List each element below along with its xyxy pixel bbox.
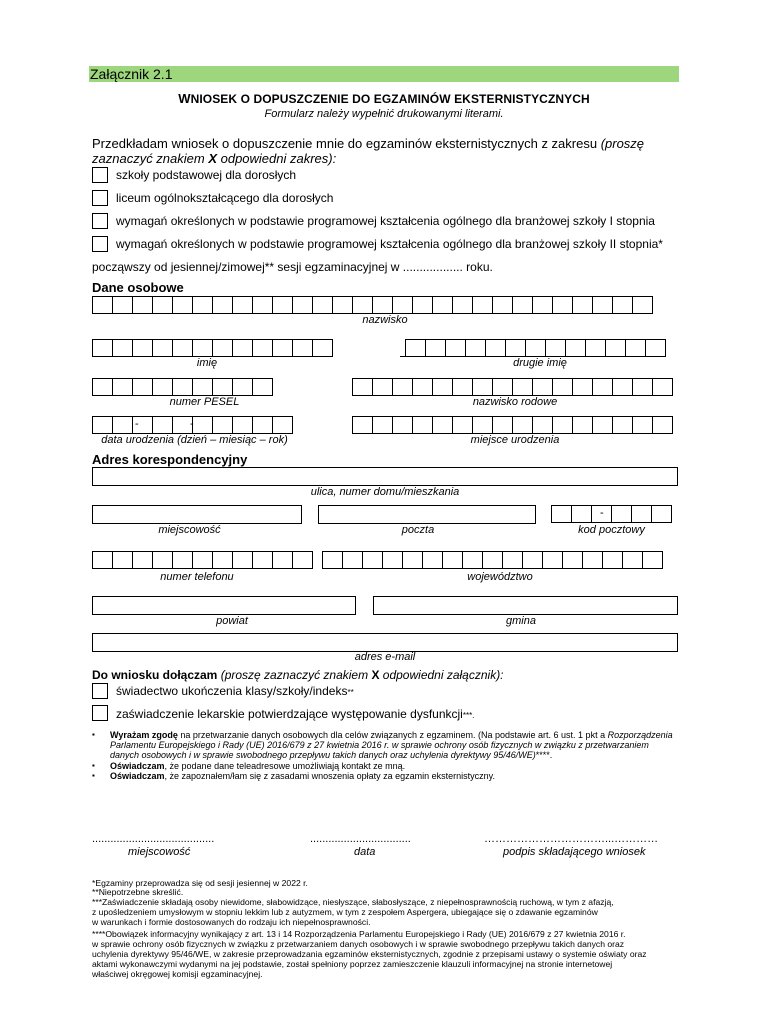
letter-cell[interactable] (172, 551, 193, 569)
letter-cell[interactable] (532, 416, 553, 434)
attachment-mark-2: ***. (462, 711, 475, 720)
letter-cell[interactable] (152, 551, 173, 569)
scope-checkbox-2[interactable] (92, 190, 108, 206)
letter-cell[interactable] (651, 505, 672, 523)
scope-option-1: szkoły podstawowej dla dorosłych (116, 168, 297, 182)
letter-cell[interactable] (432, 378, 453, 396)
letter-cell[interactable] (342, 551, 363, 569)
letter-cell[interactable] (212, 296, 233, 314)
footnote-3-line-1: ***Zaświadczenie składają osoby niewidome, słabowidzące, niesłyszące, słabosłyszące, z niepełnosprawnością ruchową, w tym z afazją, (92, 897, 614, 907)
intro-hint-3: odpowiedni zakres): (217, 151, 337, 166)
commune-caption: gmina (506, 615, 536, 627)
footnote-2: **Niepotrzebne skreślić. (92, 887, 184, 897)
signature-city-caption: miejscowość (128, 846, 191, 858)
attachments-heading-bold: Do wniosku dołączam (92, 668, 221, 682)
letter-cell[interactable] (172, 296, 193, 314)
attachment-option-1 (116, 684, 354, 698)
birth-place-caption: miejsce urodzenia (470, 434, 560, 446)
letter-cell[interactable] (432, 416, 453, 434)
letter-cell[interactable] (422, 551, 443, 569)
phone-caption: numer telefonu (160, 571, 234, 583)
letter-cell[interactable] (372, 416, 393, 434)
street-field[interactable] (92, 467, 678, 486)
voivodeship-caption: województwo (467, 571, 533, 583)
letter-cell[interactable] (432, 296, 453, 314)
letter-cell[interactable] (92, 339, 113, 357)
letter-cell[interactable] (112, 378, 133, 396)
letter-cell[interactable] (92, 551, 113, 569)
post-field[interactable] (318, 505, 536, 524)
letter-cell[interactable] (642, 551, 663, 569)
letter-cell[interactable] (112, 339, 133, 357)
letter-cell[interactable] (522, 551, 543, 569)
attachment-checkbox-1[interactable] (92, 683, 108, 699)
second-name-caption: drugie imię (513, 357, 567, 369)
consent-2-text (110, 761, 680, 771)
letter-cell[interactable] (372, 296, 393, 314)
letter-cell[interactable] (112, 416, 133, 434)
letter-cell[interactable] (565, 339, 586, 357)
letter-cell[interactable] (172, 339, 193, 357)
letter-cell[interactable] (232, 296, 253, 314)
address-section-title: Adres korespondencyjny (92, 452, 248, 467)
consent-1-body: na przetwarzanie danych osobowych dla celów związanych z egzaminem. (Na podstawie art. 6 ust. 1 pkt a (177, 730, 608, 740)
birth-date-dash-2: - (190, 418, 194, 430)
attachment-label-1: świadectwo ukończenia klasy/szkoły/indeks (116, 684, 348, 698)
signature-dots-city: ........................................ (92, 833, 215, 845)
letter-cell[interactable] (132, 551, 153, 569)
letter-cell[interactable] (132, 296, 153, 314)
annex-header: Załącznik 2.1 (89, 66, 679, 82)
letter-cell[interactable] (632, 378, 653, 396)
letter-cell[interactable] (512, 378, 533, 396)
scope-checkbox-4[interactable] (92, 236, 108, 252)
consent-2-body: , że podane dane teleadresowe umożliwiają kontakt ze mną. (164, 761, 406, 771)
attachments-heading (92, 668, 504, 682)
attachments-x: X (371, 668, 380, 682)
letter-cell[interactable] (602, 551, 623, 569)
footnote-4-line-2: w sprawie ochrony osób fizycznych w związku z przetwarzaniem danych osobowych i w sprawie swobodnego przepływu takich danych oraz (92, 939, 625, 949)
first-name-grid[interactable] (92, 339, 333, 357)
intro-line-2 (92, 151, 336, 166)
letter-cell[interactable] (322, 551, 343, 569)
scope-option-3: wymagań określonych w podstawie programowej kształcenia ogólnego dla branżowej szkoły I stopnia (116, 214, 655, 228)
birth-date-dash-1: - (135, 418, 139, 430)
intro-hint-2: zaznaczyć znakiem (92, 151, 209, 166)
city-caption: miejscowość (158, 524, 221, 536)
letter-cell[interactable] (465, 339, 486, 357)
letter-cell[interactable] (362, 551, 383, 569)
letter-cell[interactable] (352, 378, 373, 396)
bullet: ▪ (92, 771, 95, 780)
letter-cell[interactable] (452, 416, 473, 434)
letter-cell[interactable] (592, 378, 613, 396)
footnote-3-line-2: z upośledzeniem umysłowym w stopniu lekkim lub z autyzmem, w tym z zespołem Aspergera, ubiegające się o zdawanie egzaminów (92, 907, 598, 917)
scope-checkbox-3[interactable] (92, 213, 108, 229)
letter-cell[interactable] (312, 339, 333, 357)
letter-cell[interactable] (392, 416, 413, 434)
letter-cell[interactable] (92, 416, 113, 434)
consent-1-bold: Wyrażam zgodę (110, 730, 178, 740)
letter-cell[interactable] (192, 551, 213, 569)
birth-place-grid[interactable] (352, 416, 673, 434)
birth-date-caption: data urodzenia (dzień – miesiąc – rok) (101, 434, 288, 446)
letter-cell[interactable] (552, 296, 573, 314)
postal-code-dash: - (600, 507, 604, 519)
signature-sign-caption: podpis składającego wniosek (503, 846, 646, 858)
consent-3-bold: Oświadczam (110, 771, 165, 781)
consent-3-body: , że zapoznałem/łam się z zasadami wnoszenia opłaty za egzamin eksternistyczny. (164, 771, 496, 781)
footnote-4-line-5: właściwej okręgowej komisji egzaminacyjnej. (92, 969, 263, 979)
letter-cell[interactable] (612, 378, 633, 396)
letter-cell[interactable] (412, 416, 433, 434)
intro-hint: (proszę (600, 136, 645, 151)
letter-cell[interactable] (412, 296, 433, 314)
letter-cell[interactable] (352, 416, 373, 434)
consent-1 (92, 730, 682, 762)
letter-cell[interactable] (571, 505, 592, 523)
consent-3-text (110, 771, 680, 781)
letter-cell[interactable] (252, 551, 273, 569)
letter-cell[interactable] (572, 378, 593, 396)
letter-cell[interactable] (192, 416, 213, 434)
consent-1-text (110, 730, 680, 760)
letter-cell[interactable] (382, 551, 403, 569)
family-name-grid[interactable] (352, 378, 673, 396)
commune-field[interactable] (373, 596, 678, 615)
phone-grid[interactable] (92, 551, 313, 569)
letter-cell[interactable] (392, 378, 413, 396)
surname-grid[interactable] (92, 296, 653, 314)
letter-cell[interactable] (572, 416, 593, 434)
letter-cell[interactable] (482, 551, 503, 569)
letter-cell[interactable] (472, 416, 493, 434)
letter-cell[interactable] (252, 296, 273, 314)
letter-cell[interactable] (152, 416, 173, 434)
postal-code-caption: kod pocztowy (578, 524, 645, 536)
surname-caption: nazwisko (362, 314, 408, 326)
scope-checkbox-1[interactable] (92, 167, 108, 183)
letter-cell[interactable] (625, 339, 646, 357)
form-title (89, 91, 679, 106)
bullet: ▪ (92, 730, 95, 739)
family-name-caption: nazwisko rodowe (472, 396, 558, 408)
letter-cell[interactable] (512, 416, 533, 434)
letter-cell[interactable] (552, 416, 573, 434)
intro-text: Przedkładam wniosek o dopuszczenie mnie do egzaminów eksternistycznych z zakresu (92, 136, 601, 151)
letter-cell[interactable] (372, 378, 393, 396)
letter-cell[interactable] (212, 339, 233, 357)
footnote-4-line-1: ****Obowiązek informacyjny wynikający z art. 13 i 14 Rozporządzenia Parlamentu Europejskiego i Rady (UE) 2016/679 z 27 kwietnia 2016 r. (92, 929, 626, 939)
letter-cell[interactable] (492, 378, 513, 396)
letter-cell[interactable] (645, 339, 666, 357)
letter-cell[interactable] (292, 339, 313, 357)
letter-cell[interactable] (132, 339, 153, 357)
letter-cell[interactable] (112, 296, 133, 314)
letter-cell[interactable] (585, 339, 606, 357)
letter-cell[interactable] (592, 416, 613, 434)
bullet: ▪ (92, 761, 95, 770)
letter-cell[interactable] (532, 296, 553, 314)
letter-cell[interactable] (132, 378, 153, 396)
footnote-3-line-3: w warunkach i formie dostosowanych do rodzaju ich niepełnosprawności. (92, 917, 371, 927)
letter-cell[interactable] (152, 339, 173, 357)
county-field[interactable] (92, 596, 356, 615)
attachment-mark-1: ** (347, 688, 354, 697)
voivodeship-grid[interactable] (322, 551, 663, 569)
footnote-4-line-4: aktami wykonawczymi wydanymi na jej podstawie, został spełniony poprzez zamieszczenie klauzuli informacyjnej na stronie internetowej (92, 959, 613, 969)
letter-cell[interactable] (472, 296, 493, 314)
letter-cell[interactable] (652, 416, 673, 434)
letter-cell[interactable] (592, 296, 613, 314)
city-field[interactable] (92, 505, 302, 524)
letter-cell[interactable] (562, 551, 583, 569)
footnote-1: *Egzaminy przeprowadza się od sesji jesiennej w 2022 r. (92, 878, 308, 888)
letter-cell[interactable] (412, 378, 433, 396)
first-name-caption: imię (196, 357, 218, 369)
letter-cell[interactable] (192, 296, 213, 314)
letter-cell[interactable] (612, 416, 633, 434)
personal-section-title: Dane osobowe (92, 280, 184, 295)
letter-cell[interactable] (605, 339, 626, 357)
signature-dots-sign: ……………………………...………… (484, 833, 659, 845)
attachment-label-2: zaświadczenie lekarskie potwierdzające występowanie dysfunkcji (116, 707, 463, 721)
street-caption: ulica, numer domu/mieszkania (310, 486, 460, 498)
letter-cell[interactable] (505, 339, 526, 357)
pesel-caption: numer PESEL (169, 396, 240, 408)
letter-cell[interactable] (112, 551, 133, 569)
letter-cell[interactable] (152, 296, 173, 314)
attachment-option-2 (116, 707, 474, 721)
letter-cell[interactable] (212, 551, 233, 569)
letter-cell[interactable] (272, 416, 293, 434)
letter-cell[interactable] (352, 296, 373, 314)
letter-cell[interactable] (462, 551, 483, 569)
letter-cell[interactable] (525, 339, 546, 357)
letter-cell[interactable] (492, 296, 513, 314)
signature-date-caption: data (354, 846, 376, 858)
letter-cell[interactable] (332, 296, 353, 314)
letter-cell[interactable] (172, 378, 193, 396)
footnote-4-line-3: uchylenia dyrektywy 95/46/WE, w zakresie przeprowadzania egzaminów eksternistycznych, zgodnie z przepisami ustawy o systemie oświaty oraz (92, 949, 647, 959)
letter-cell[interactable] (272, 339, 293, 357)
email-field[interactable] (92, 633, 678, 652)
letter-cell[interactable] (292, 551, 313, 569)
letter-cell[interactable] (652, 378, 673, 396)
attachments-hint: (proszę zaznaczyć znakiem (220, 668, 372, 682)
title-rest: NIOSEK O DOPUSZCZENIE DO EGZAMINÓW EKSTERNISTYCZNYCH (190, 92, 590, 106)
post-caption: poczta (401, 524, 435, 536)
email-caption: adres e-mail (354, 651, 416, 663)
county-caption: powiat (216, 615, 248, 627)
letter-cell[interactable] (631, 505, 652, 523)
letter-cell[interactable] (152, 378, 173, 396)
letter-cell[interactable] (272, 296, 293, 314)
letter-cell[interactable] (445, 339, 466, 357)
intro-x: X (208, 151, 217, 166)
letter-cell[interactable] (402, 551, 423, 569)
letter-cell[interactable] (92, 378, 113, 396)
letter-cell[interactable] (252, 378, 273, 396)
consent-2-bold: Oświadczam (110, 761, 165, 771)
letter-cell[interactable] (612, 296, 633, 314)
letter-cell[interactable] (622, 551, 643, 569)
letter-cell[interactable] (312, 296, 333, 314)
postal-code-grid[interactable] (551, 505, 672, 523)
signature-dots-date: ................................. (310, 833, 411, 845)
letter-cell[interactable] (545, 339, 566, 357)
letter-cell[interactable] (405, 339, 426, 357)
letter-cell[interactable] (442, 551, 463, 569)
letter-cell[interactable] (502, 551, 523, 569)
title-first-letter: W (178, 91, 191, 106)
letter-cell[interactable] (232, 416, 253, 434)
form-subtitle: Formularz należy wypełnić drukowanymi literami. (264, 108, 504, 120)
letter-cell[interactable] (272, 551, 293, 569)
letter-cell[interactable] (492, 416, 513, 434)
session-line: począwszy od jesiennej/zimowej** sesji egzaminacyjnej w .................. roku. (92, 260, 493, 274)
consent-1-mark: ****. (535, 750, 553, 760)
letter-cell[interactable] (582, 551, 603, 569)
letter-cell[interactable] (632, 296, 653, 314)
letter-cell[interactable] (512, 296, 533, 314)
letter-cell[interactable] (192, 378, 213, 396)
scope-option-2: liceum ogólnokształcącego dla dorosłych (116, 191, 334, 205)
consent-3 (92, 771, 682, 782)
letter-cell[interactable] (425, 339, 446, 357)
intro-line-1 (92, 136, 644, 151)
letter-cell[interactable] (212, 416, 233, 434)
letter-cell[interactable] (212, 378, 233, 396)
attachments-hint-2: odpowiedni załącznik): (379, 668, 504, 682)
letter-cell[interactable] (232, 551, 253, 569)
scope-option-4: wymagań określonych w podstawie programowej kształcenia ogólnego dla branżowej szkoły II stopnia* (116, 237, 663, 251)
letter-cell[interactable] (92, 296, 113, 314)
letter-cell[interactable] (572, 296, 593, 314)
letter-cell[interactable] (551, 505, 572, 523)
second-name-grid[interactable] (405, 339, 666, 357)
letter-cell[interactable] (232, 339, 253, 357)
letter-cell[interactable] (611, 505, 632, 523)
consent-1-italic: Rozporządzenia Parlamentu Europejskiego i Rady (UE) 2016/679 z 27 kwietnia 2016 r. w sprawie ochrony osób fizycznych w związku z przetwarzaniem danych osobowych i w sprawie swobodnego przepływu takich danych oraz uchylenia dyrektywy 95/46/WE) (110, 730, 673, 760)
letter-cell[interactable] (632, 416, 653, 434)
letter-cell[interactable] (472, 378, 493, 396)
letter-cell[interactable] (542, 551, 563, 569)
letter-cell[interactable] (392, 296, 413, 314)
letter-cell[interactable] (552, 378, 573, 396)
letter-cell[interactable] (452, 296, 473, 314)
letter-cell[interactable] (485, 339, 506, 357)
letter-cell[interactable] (532, 378, 553, 396)
letter-cell[interactable] (232, 378, 253, 396)
letter-cell[interactable] (292, 296, 313, 314)
attachment-checkbox-2[interactable] (92, 705, 108, 721)
letter-cell[interactable] (252, 339, 273, 357)
letter-cell[interactable] (252, 416, 273, 434)
letter-cell[interactable] (192, 339, 213, 357)
pesel-grid[interactable] (92, 378, 273, 396)
letter-cell[interactable] (452, 378, 473, 396)
